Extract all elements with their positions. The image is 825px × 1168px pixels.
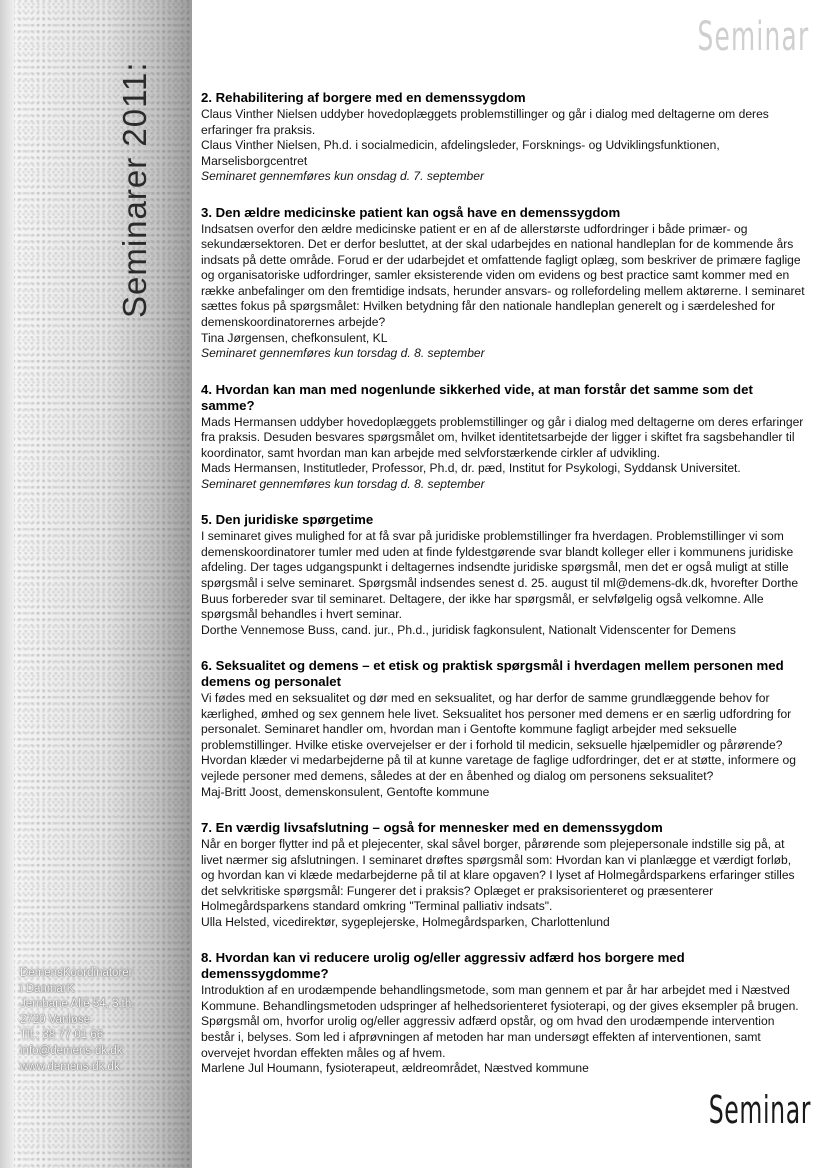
seminar-description: Når en borger flytter ind på et plejecenter, skal såvel borger, pårørende som plejepersonale indstille sig på, at livet nærmer sig afslutningen. I seminaret drøftes spørgsmål som: Hvordan kan vi planlægge et værdigt forløb, og hvordan kan vi klæde medarbejderne på til at klare opgaven? I lyset af Holmegårdsparkens erfaringer stilles det selvkritiske spørgsmål: Fungerer det i praksis? Oplæget er praksisorienteret og præsenterer Holmegårdsparkens standard omkring "Terminal palliativ indsats". <box>201 837 795 914</box>
seminar-description: I seminaret gives mulighed for at få svar på juridiske problemstillinger fra hverdagen. Problemstillinger vi som demenskoordinatorer tumler med uden at finde fyldestgørende svar blandt kolleger eller i kommunens juridiske afdeling. Der tages udgangspunkt i deltagernes indsendte juridiske spørgsmål, men det er også muligt at stille spørgsmål i selve seminaret. Spørgsmål indsendes senest d. 25. august til ml@demens-dk.dk, hvorefter Dorthe Buus forbereder svar til seminaret. Deltagere, der ikke har spørgsmål, er selvfølgelig også velkomne. Alle spørgsmål behandles i hvert seminar. <box>201 529 799 622</box>
seminar-speaker: Ulla Helsted, vicedirektør, sygeplejerske, Holmegårdsparken, Charlottenlund <box>201 914 610 929</box>
seminar-8 <box>201 950 806 1076</box>
address-line: Jernbane Allé 54, 3.th. <box>20 998 135 1011</box>
seminar-title: 8. Hvordan kan vi reducere urolig og/eller aggressiv adfærd hos borgere med demenssygdomme? <box>201 950 685 982</box>
seminar-7 <box>201 820 806 930</box>
email-address: info@demens-dk.dk <box>20 1044 123 1057</box>
seminar-description: Mads Hermansen uddyber hovedoplæggets problemstillinger og går i dialog med deltagerne om deres erfaringer fra praksis. Desuden besvares spørgsmålet om, hvilket identitetsarbejde der ligger i skiftet fra sagsbehandler til koordinator, samt hvordan man kan arbejde med selvforstærkende cirkler af udvikling. <box>201 414 804 460</box>
seminar-schedule: Seminaret gennemføres kun torsdag d. 8. september <box>201 476 485 491</box>
sidebar-band <box>0 0 192 1168</box>
seminar-5 <box>201 512 806 638</box>
seminar-speaker: Marlene Jul Houmann, fysioterapeut, ældreområdet, Næstved kommune <box>201 1061 589 1076</box>
seminar-speaker: Dorthe Vennemose Buss, cand. jur., Ph.d., juridisk fagkonsulent, Nationalt Videnscenter for Demens <box>201 622 736 637</box>
seminar-speaker: Mads Hermansen, Institutleder, Professor, Ph.d, dr. pæd, Institut for Psykologi, Syddansk Universitet. <box>201 461 741 476</box>
seminar-speaker: Claus Vinther Nielsen, Ph.d. i socialmedicin, afdelingsleder, Forsknings- og Udviklingsfunktionen, Marselisborgcentret <box>201 138 720 168</box>
sidebar-edge <box>0 0 14 1168</box>
seminar-list <box>201 90 806 1097</box>
address-line: i DanmarK <box>20 982 75 995</box>
brand-wordmark-top: Seminar <box>697 14 809 60</box>
seminar-description: Vi fødes med en seksualitet og dør med en seksualitet, og har derfor de samme grundlæggende behov for kærlighed, ømhed og sex gennem hele livet. Seksualitet hos personer med demens er en særlig udfordring for personalet. Seminaret handler om, hvordan man i Gentofte kommune fagligt arbejder med seksuelle problemstillinger. Hvilke etiske overvejelser er der i forhold til medicin, seksuelle hjælpemidler og pårørende? Hvordan klæder vi medarbejderne på til at kunne varetage de faglige udfordringer, det er at støtte, informere og vejlede personer med demens, således at der en åbenhed og dialog om personens seksualitet? <box>201 691 796 783</box>
seminar-description: Claus Vinther Nielsen uddyber hovedoplæggets problemstillinger og går i dialog med deltagerne om deres erfaringer fra praksis. <box>201 107 769 137</box>
brand-wordmark-bottom: Seminar <box>708 1088 811 1132</box>
seminar-schedule: Seminaret gennemføres kun torsdag d. 8. september <box>201 346 485 361</box>
website-address: www.demens-dk.dk <box>20 1060 120 1073</box>
contact-address <box>20 966 180 1075</box>
seminar-title: 2. Rehabilitering af borgere med en demenssygdom <box>201 90 526 105</box>
seminar-4 <box>201 382 806 493</box>
seminar-description: Introduktion af en urodæmpende behandlingsmetode, som man gennem et par år har arbejdet med i Næstved Kommune. Behandlingsmetoden udspringer af helhedsorienteret fysioterapi, og der gives eksempler på brugen. Spørgsmål om, hvorfor urolig og/eller aggressiv adfærd opstår, og om hvad den urodæmpende intervention består i, belyses. Som led i afprøvningen af metoden har man undersøgt effekten af interventionen, samt overvejet hvordan effekten måles og af hvem. <box>201 983 799 1060</box>
seminar-3 <box>201 205 806 362</box>
seminar-title: 3. Den ældre medicinske patient kan også have en demenssygdom <box>201 204 621 220</box>
vertical-title: Seminarer 2011: <box>116 61 153 318</box>
seminar-title: 5. Den juridiske spørgetime <box>201 512 374 528</box>
seminar-2 <box>201 90 806 185</box>
seminar-title: 6. Seksualitet og demens – et etisk og praktisk spørgsmål i hverdagen mellem personen med demens og personalet <box>201 658 784 690</box>
address-line: 2720 Vanløse <box>20 1013 91 1026</box>
seminar-speaker: Maj-Britt Joost, demenskonsulent, Gentofte kommune <box>201 784 490 799</box>
seminar-6 <box>201 658 806 800</box>
address-line: DemensKoordinatorer <box>20 967 133 979</box>
phone-number: Tlf.: 38 77 01 66 <box>20 1029 104 1042</box>
seminar-title: 7. En værdig livsafslutning – også for mennesker med en demenssygdom <box>201 820 663 836</box>
seminar-schedule: Seminaret gennemføres kun onsdag d. 7. september <box>201 169 485 184</box>
seminar-speaker: Tina Jørgensen, chefkonsulent, KL <box>201 330 388 345</box>
seminar-description: Indsatsen overfor den ældre medicinske patient er en af de allerstørste udfordringer i både primær- og sekundærsektoren. Det er derfor besluttet, at der skal udarbejdes en national handleplan for de kommende års indsats på dette område. Forud er der udarbejdet et omfattende fagligt oplæg, som beskriver de primære faglige og organisatoriske udfordringer, samler eksisterende viden om evidens og best practice samt kommer med en række anbefalinger om den fremtidige indsats, herunder ansvars- og rollefordeling mellem aktørerne. I seminaret sættes fokus på spørgsmålet: Hvilken betydning får den nationale handleplan generelt og i særdeleshed for demenskoordinatorernes arbejde? <box>201 221 805 330</box>
seminar-title: 4. Hvordan kan man med nogenlunde sikkerhed vide, at man forstår det samme som det samme? <box>201 381 753 413</box>
